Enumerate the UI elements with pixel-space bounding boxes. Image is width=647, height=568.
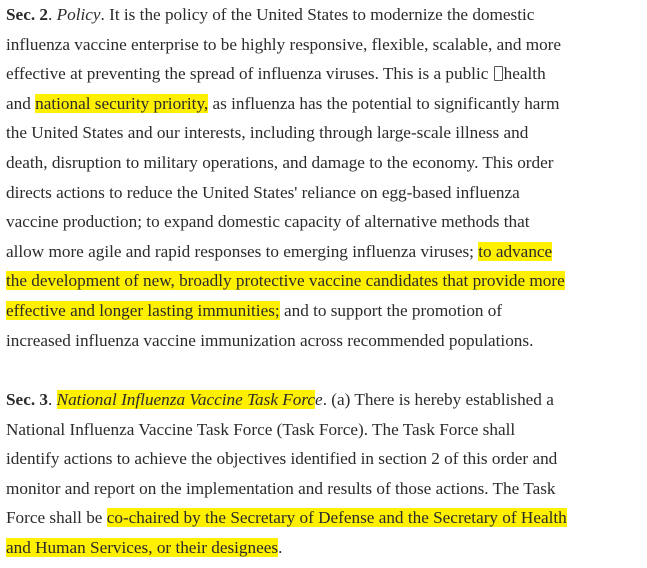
body-text: vaccine production; to expand domestic capacity of alternative methods that <box>6 212 530 232</box>
body-text: . It is the policy of the United States to modernize the domestic <box>100 5 535 24</box>
body-text: increased influenza vaccine immunization across recommended populations. <box>6 330 534 350</box>
highlighted-text: to advance <box>478 241 553 261</box>
text-line <box>6 89 646 119</box>
text-line <box>6 474 646 504</box>
text-line <box>6 0 646 30</box>
highlighted-text: effective and longer lasting immunities; <box>6 300 280 320</box>
section-2-paragraph <box>6 0 646 355</box>
section-title: e <box>315 390 323 409</box>
text-line <box>6 118 646 148</box>
text-line <box>6 415 646 445</box>
text-line <box>6 148 646 178</box>
body-text: influenza vaccine enterprise to be highly responsive, flexible, scalable, and more <box>6 34 562 54</box>
body-text: . (a) There is hereby established a <box>322 390 554 409</box>
text-line <box>6 533 646 563</box>
text-line <box>6 444 646 474</box>
body-text: death, disruption to military operations, and damage to the economy. This order <box>6 152 554 172</box>
text-line <box>6 237 646 267</box>
section-label: Sec. 3 <box>6 390 49 409</box>
text-line <box>6 178 646 208</box>
highlighted-text: and Human Services, or their designees <box>6 537 279 557</box>
text-line <box>6 503 646 533</box>
text-line <box>6 59 646 89</box>
text-line <box>6 296 646 326</box>
highlighted-text: national security priority, <box>35 93 209 113</box>
body-text: . <box>278 537 283 557</box>
body-text: allow more agile and rapid responses to emerging influenza viruses; <box>6 241 479 261</box>
text-line <box>6 385 646 415</box>
missing-glyph-icon <box>494 66 503 81</box>
body-text: effective at preventing the spread of influenza viruses. This is a public <box>6 64 493 84</box>
body-text: and <box>6 93 36 113</box>
section-3-paragraph <box>6 385 646 563</box>
highlighted-text: co-chaired by the Secretary of Defense and the Secretary of Health <box>106 508 567 528</box>
body-text: Force shall be <box>6 508 107 528</box>
text-line <box>6 207 646 237</box>
body-text: National Influenza Vaccine Task Force (Task Force). The Task Force shall <box>6 419 516 439</box>
body-text: monitor and report on the implementation and results of those actions. The Task <box>6 478 556 498</box>
text-line <box>6 266 646 296</box>
highlighted-text: the development of new, broadly protective vaccine candidates that provide more <box>6 271 565 291</box>
text-line <box>6 326 646 356</box>
section-title: Policy <box>56 5 101 24</box>
body-text: and to support the promotion of <box>279 300 503 320</box>
body-text: . <box>48 5 57 24</box>
section-label: Sec. 2 <box>6 5 49 24</box>
highlighted-section-title: National Influenza Vaccine Task Forc <box>56 390 316 409</box>
body-text: identify actions to achieve the objectives identified in section 2 of this order and <box>6 449 558 469</box>
body-text: the United States and our interests, including through large-scale illness and <box>6 123 529 143</box>
body-text: . <box>48 390 57 409</box>
body-text: as influenza has the potential to significantly harm <box>208 93 560 113</box>
body-text: directs actions to reduce the United States' reliance on egg-based influenza <box>6 182 520 202</box>
body-text: health <box>503 64 546 84</box>
text-line <box>6 30 646 60</box>
